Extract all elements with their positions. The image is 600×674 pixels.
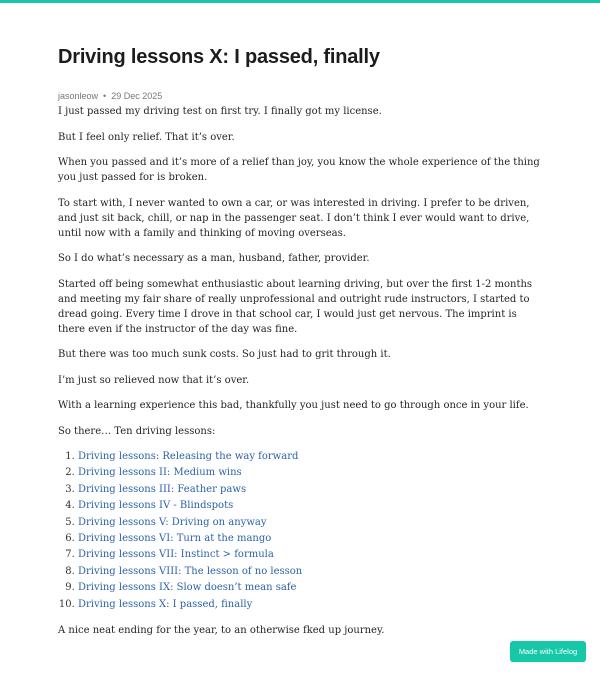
post-body bbox=[58, 104, 542, 638]
lesson-link-6[interactable]: Driving lessons VI: Turn at the mango bbox=[78, 533, 272, 545]
paragraph: So there… Ten driving lessons: bbox=[58, 425, 216, 437]
article bbox=[58, 44, 542, 649]
list-item bbox=[78, 531, 542, 547]
list-item bbox=[78, 580, 542, 596]
paragraph: With a learning experience this bad, thankfully you just need to go through once in your life. bbox=[58, 400, 529, 411]
lesson-link-4[interactable]: Driving lessons IV - Blindspots bbox=[78, 500, 234, 512]
meta-separator: • bbox=[103, 91, 107, 101]
post-meta bbox=[58, 90, 542, 102]
paragraph: When you passed and it’s more of a relief than joy, you know the whole experience of the thing you just passed for is broken. bbox=[58, 157, 540, 183]
lesson-link-5[interactable]: Driving lessons V: Driving on anyway bbox=[78, 516, 267, 528]
lesson-link-10[interactable]: Driving lessons X: I passed, finally bbox=[78, 598, 253, 610]
list-item bbox=[78, 547, 542, 563]
lesson-link-7[interactable]: Driving lessons VII: Instinct > formula bbox=[78, 549, 274, 561]
lesson-link-9[interactable]: Driving lessons IX: Slow doesn’t mean safe bbox=[78, 582, 297, 594]
lesson-link-3[interactable]: Driving lessons III: Feather paws bbox=[78, 483, 247, 495]
author-name[interactable]: jasonleow bbox=[58, 91, 99, 101]
paragraph: Started off being somewhat enthusiastic about learning driving, but over the first 1-2 months and meeting my fair share of really unprofessional and outright rude instructors, I started to dread going. Every time I drove in that school car, I would just get nervous. The imprint is there even if the instructor of the day was fine. bbox=[58, 278, 533, 335]
list-item bbox=[78, 597, 542, 613]
lesson-link-1[interactable]: Driving lessons: Releasing the way forward bbox=[78, 451, 299, 462]
list-item bbox=[78, 465, 542, 481]
paragraph: But I feel only relief. That it’s over. bbox=[58, 131, 235, 143]
list-item bbox=[78, 498, 542, 514]
list-item bbox=[78, 564, 542, 580]
post-date: 29 Dec 2025 bbox=[111, 91, 163, 101]
paragraph: I just passed my driving test on first try. I finally got my license. bbox=[58, 106, 382, 117]
lessons-list bbox=[58, 449, 542, 613]
paragraph: But there was too much sunk costs. So just had to grit through it. bbox=[58, 349, 391, 360]
closing-paragraph: A nice neat ending for the year, to an otherwise fked up journey. bbox=[58, 625, 385, 637]
post-title: Driving lessons X: I passed, finally bbox=[58, 46, 380, 68]
lesson-link-8[interactable]: Driving lessons VIII: The lesson of no lesson bbox=[78, 565, 303, 577]
lesson-link-2[interactable]: Driving lessons II: Medium wins bbox=[78, 467, 242, 479]
paragraph: To start with, I never wanted to own a car, or was interested in driving. I prefer to be driven, and just sit back, chill, or nap in the passenger seat. I don’t think I ever would want to drive, until now with a family and thinking of moving overseas. bbox=[58, 197, 530, 239]
paragraph: I’m just so relieved now that it’s over. bbox=[58, 374, 250, 386]
paragraph: So I do what’s necessary as a man, husband, father, provider. bbox=[58, 253, 370, 264]
list-item bbox=[78, 515, 542, 531]
list-item bbox=[78, 449, 542, 465]
made-with-lifelog-button[interactable]: Made with Lifelog bbox=[510, 641, 586, 662]
list-item bbox=[78, 482, 542, 498]
top-accent-bar bbox=[0, 0, 600, 3]
